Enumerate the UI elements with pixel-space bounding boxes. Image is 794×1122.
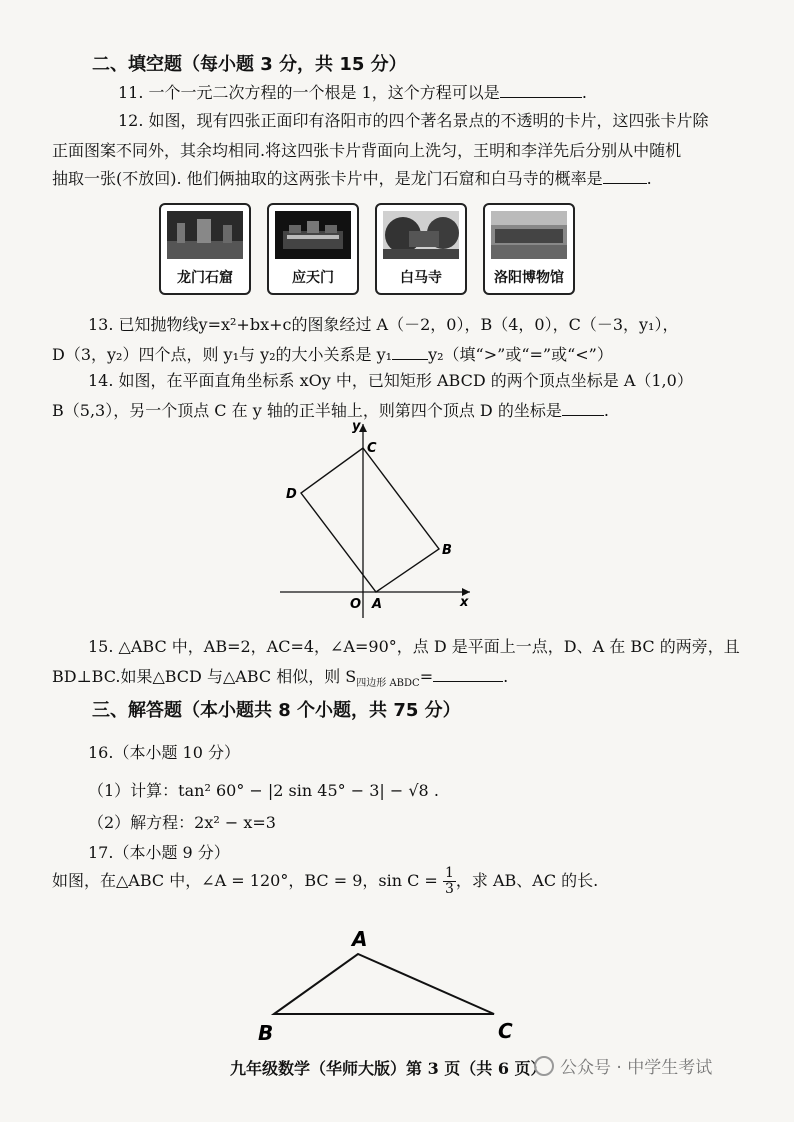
fraction-one-third <box>443 866 456 897</box>
question-17-text-b: ，求 AB、AC 的长. <box>455 871 599 890</box>
point-d-label: D <box>286 487 297 502</box>
quadrilateral-subscript: 四边形 ABDC <box>356 678 420 690</box>
triangle-abc <box>274 954 494 1014</box>
point-b-label: B <box>442 543 452 558</box>
luoyang-museum-photo <box>491 211 567 259</box>
question-12-line3 <box>52 166 652 189</box>
x-axis-label: x <box>460 595 469 610</box>
wechat-icon <box>534 1056 554 1076</box>
scenic-card <box>375 203 467 295</box>
question-12-line1: 12. 如图，现有四张正面印有洛阳市的四个著名景点的不透明的卡片，这四张卡片除 <box>118 111 709 130</box>
question-13-line1: 13. 已知抛物线y=x²+bx+c的图象经过 A（－2，0），B（4，0），C（－3，y₁）， <box>88 315 679 334</box>
triangle-abc-figure <box>248 922 538 1047</box>
vertex-a-label: A <box>352 927 368 951</box>
white-horse-temple-photo <box>383 211 459 259</box>
scenic-card <box>267 203 359 295</box>
scenic-card <box>483 203 575 295</box>
page-footer: 九年级数学（华师大版）第 3 页（共 6 页） <box>230 1059 547 1078</box>
question-14-line1: 14. 如图，在平面直角坐标系 xOy 中，已知矩形 ABCD 的两个顶点坐标是 A（1,0） <box>88 371 693 390</box>
origin-label: O <box>350 597 362 612</box>
rectangle-abcd <box>301 448 439 592</box>
card-label: 白马寺 <box>400 270 442 286</box>
question-17-head: 17.（本小题 9 分） <box>88 843 230 862</box>
card-label: 龙门石窟 <box>177 270 233 286</box>
question-15-line1: 15. △ABC 中，AB=2，AC=4，∠A=90°，点 D 是平面上一点，D、A 在 BC 的两旁，且 <box>88 637 740 656</box>
scenic-card <box>159 203 251 295</box>
point-c-label: C <box>367 441 377 456</box>
answer-blank <box>562 401 604 416</box>
watermark-text: 公众号 · 中学生考试 <box>560 1058 713 1078</box>
question-17-text <box>52 866 598 897</box>
question-15-tail: . <box>503 667 509 686</box>
section-title: 二、填空题（每小题 3 分，共 15 分） <box>92 54 407 75</box>
question-13-line2-text: D（3，y₂）四个点，则 y₁与 y₂的大小关系是 y₁ <box>52 345 393 364</box>
answer-blank <box>603 169 647 184</box>
rectangle-coordinate-figure <box>280 418 480 618</box>
answer-blank <box>392 345 428 360</box>
card-label: 应天门 <box>292 270 334 286</box>
question-12-line2: 正面图案不同外，其余均相同.将这四张卡片背面向上洗匀，王明和李洋先后分别从中随机 <box>52 141 682 160</box>
question-15-line2-text: BD⊥BC.如果△BCD 与△ABC 相似，则 S <box>52 667 357 686</box>
question-12-line3-text: 抽取一张(不放回). 他们俩抽取的这两张卡片中，是龙门石窟和白马寺的概率是 <box>52 169 603 188</box>
question-17-text-a: 如图，在△ABC 中，∠A = 120°，BC = 9，sin C = <box>52 871 438 890</box>
question-14-line2-text: B（5,3），另一个顶点 C 在 y 轴的正半轴上，则第四个顶点 D 的坐标是 <box>52 401 562 420</box>
question-15-line2 <box>52 664 508 689</box>
question-11-text: 11. 一个一元二次方程的一个根是 1，这个方程可以是 <box>118 83 500 102</box>
question-16-head: 16.（本小题 10 分） <box>88 743 240 762</box>
question-14-tail: . <box>603 401 609 420</box>
card-label: 洛阳博物馆 <box>494 270 564 286</box>
fraction-denominator: 3 <box>444 881 454 897</box>
question-13-line2 <box>52 342 613 365</box>
longmen-grottoes-photo <box>167 211 243 259</box>
fraction-numerator: 1 <box>444 865 454 881</box>
question-11-tail: . <box>581 83 587 102</box>
vertex-b-label: B <box>258 1021 274 1045</box>
section-title: 三、解答题（本小题共 8 个小题，共 75 分） <box>92 700 461 721</box>
vertex-c-label: C <box>498 1019 513 1043</box>
y-axis-label: y <box>352 419 361 434</box>
answer-blank <box>500 83 582 98</box>
watermark <box>534 1053 712 1078</box>
question-13-line2-tail: y₂（填“>”或“=”或“<”） <box>428 345 613 364</box>
equals-sign: = <box>419 667 434 686</box>
question-16-part1: （1）计算：tan² 60° − |2 sin 45° − 3| − √8 . <box>88 781 439 800</box>
answer-blank <box>433 667 503 682</box>
question-16-part2: （2）解方程：2x² − x=3 <box>88 813 276 832</box>
point-a-label: A <box>372 597 383 612</box>
yingtian-gate-photo <box>275 211 351 259</box>
question-11 <box>118 80 587 103</box>
question-12-tail: . <box>646 169 652 188</box>
